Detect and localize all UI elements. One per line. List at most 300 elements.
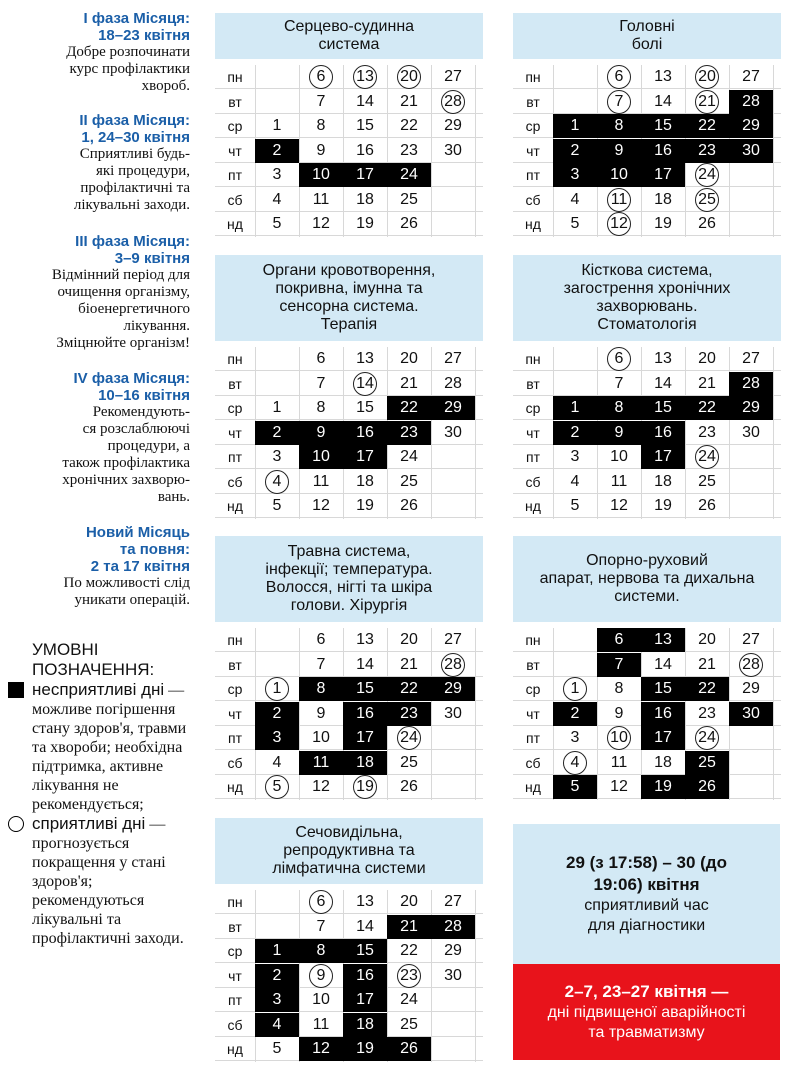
calendar-day xyxy=(641,90,685,114)
calendar-row xyxy=(215,445,483,469)
calendar-day-number: 4 xyxy=(272,1015,282,1033)
calendar-day-number: 23 xyxy=(698,141,716,159)
calendar-day xyxy=(597,677,641,701)
phase-2 xyxy=(0,112,200,214)
day-label: вт xyxy=(228,656,242,673)
calendar-day-number: 19 xyxy=(356,215,374,232)
calendar-day xyxy=(299,163,343,187)
calendar-day xyxy=(343,988,387,1012)
calendar-row xyxy=(513,726,781,750)
calendar-day xyxy=(255,445,299,469)
calendar-row xyxy=(215,751,483,775)
calendar-day-number: 20 xyxy=(400,893,418,910)
calendar-day-number: 1 xyxy=(570,399,580,416)
calendar-day xyxy=(729,372,773,396)
calendar-day xyxy=(729,628,773,652)
calendar-day xyxy=(641,212,685,236)
calendar-day-number: 16 xyxy=(356,966,374,984)
panel-title-line: Органи кровотворення, xyxy=(262,262,436,279)
calendar-day xyxy=(685,188,729,212)
calendar-day xyxy=(431,65,475,89)
calendar-day-number: 17 xyxy=(356,166,374,183)
calendar-day-number: 7 xyxy=(316,374,326,392)
danger-subtitle: дні підвищеної аварійності та травматизму xyxy=(547,1004,746,1041)
calendar-day-number: 27 xyxy=(444,631,462,648)
panel-title-line: репродуктивна та xyxy=(283,842,415,859)
day-label: чт xyxy=(228,967,242,984)
calendar-day-number: 20 xyxy=(698,631,716,648)
calendar-day xyxy=(431,90,475,114)
calendar-day-number: 5 xyxy=(265,775,289,799)
day-label: ср xyxy=(525,400,541,416)
calendar-day xyxy=(343,421,387,445)
panel-title-line: голови. Хірургія xyxy=(290,597,408,614)
calendar-day-number: 25 xyxy=(400,1015,418,1033)
day-label: пн xyxy=(227,351,243,367)
calendar-day xyxy=(597,188,641,212)
calendar-day xyxy=(553,396,597,420)
calendar-day xyxy=(729,702,773,726)
calendar-day-number: 20 xyxy=(400,350,418,367)
calendar-day xyxy=(255,139,299,163)
calendar-day-number: 9 xyxy=(614,141,624,159)
calendar-day-number: 14 xyxy=(654,92,672,110)
calendar-grid xyxy=(215,890,483,1062)
phase-2-desc: Сприятливі будь- які процедури, профілактичні та лікувальні заходи. xyxy=(73,146,190,213)
phase-5 xyxy=(0,524,200,609)
calendar-day xyxy=(299,114,343,138)
calendar-day xyxy=(641,65,685,89)
panel-urinary xyxy=(215,818,483,1063)
day-label: чт xyxy=(526,705,540,722)
calendar-row xyxy=(215,702,483,726)
calendar-day xyxy=(387,939,431,963)
calendar-day xyxy=(553,421,597,445)
calendar-day xyxy=(387,372,431,396)
calendar-day xyxy=(431,421,475,445)
calendar-day xyxy=(685,494,729,518)
calendar-day xyxy=(343,775,387,799)
danger-box xyxy=(513,964,780,1060)
calendar-day xyxy=(255,396,299,420)
panel-title xyxy=(215,818,483,884)
day-label: пн xyxy=(525,632,541,648)
calendar-day-number: 17 xyxy=(654,729,672,746)
calendar-day xyxy=(597,726,641,750)
phase-1-title: I фаза Місяця: 18–23 квітня xyxy=(83,10,190,44)
calendar-row xyxy=(513,677,781,701)
day-label: нд xyxy=(525,498,541,514)
calendar-day xyxy=(431,915,475,939)
calendar-day xyxy=(387,702,431,726)
calendar-day-number: 30 xyxy=(444,423,462,441)
calendar-day-number: 24 xyxy=(400,991,418,1008)
calendar-day xyxy=(431,396,475,420)
calendar-grid xyxy=(513,628,781,800)
calendar-day-number: 11 xyxy=(312,472,330,490)
black-square-icon xyxy=(8,682,24,698)
calendar-day-number: 29 xyxy=(444,680,462,697)
calendar-day xyxy=(387,421,431,445)
calendar-day xyxy=(387,677,431,701)
calendar-day xyxy=(685,702,729,726)
calendar-row xyxy=(513,751,781,775)
calendar-day xyxy=(431,372,475,396)
calendar-day xyxy=(431,628,475,652)
calendar-day xyxy=(641,751,685,775)
calendar-day xyxy=(299,653,343,677)
calendar-day xyxy=(343,212,387,236)
calendar-day xyxy=(299,726,343,750)
calendar-day-number: 22 xyxy=(400,117,418,134)
calendar-day-number: 3 xyxy=(570,448,580,465)
calendar-day-number: 21 xyxy=(400,917,418,935)
calendar-day xyxy=(387,347,431,371)
day-label: ср xyxy=(227,681,243,697)
calendar-day-number: 29 xyxy=(444,399,462,416)
panel-title xyxy=(215,536,483,622)
calendar-day xyxy=(387,653,431,677)
day-label: вт xyxy=(228,918,242,935)
calendar-day-number: 30 xyxy=(444,141,462,159)
calendar-day-number: 26 xyxy=(400,497,418,514)
legend-favorable-term: сприятливі дні xyxy=(32,814,146,833)
calendar-day xyxy=(255,163,299,187)
calendar-day-number: 19 xyxy=(356,1040,374,1057)
calendar-day xyxy=(685,372,729,396)
calendar-day xyxy=(255,751,299,775)
calendar-row xyxy=(513,163,781,187)
calendar-day-number: 27 xyxy=(742,68,760,85)
calendar-day-number: 13 xyxy=(356,631,374,648)
calendar-row xyxy=(513,421,781,445)
calendar-day-number: 9 xyxy=(316,423,326,441)
legend xyxy=(4,640,196,948)
calendar-row xyxy=(513,494,781,518)
calendar-day xyxy=(387,163,431,187)
calendar-day-number: 25 xyxy=(698,472,716,490)
phase-4 xyxy=(0,370,200,506)
calendar-day xyxy=(343,494,387,518)
calendar-day xyxy=(299,677,343,701)
day-label: пн xyxy=(227,894,243,910)
calendar-day-number: 24 xyxy=(400,166,418,183)
calendar-day xyxy=(387,751,431,775)
phase-3-desc: Відмінний період для очищення організму, біоенергетичного лікування. Зміцнюйте організм! xyxy=(51,267,190,351)
calendar-day-number: 26 xyxy=(698,215,716,232)
calendar-day xyxy=(299,445,343,469)
calendar-day xyxy=(387,494,431,518)
calendar-day xyxy=(431,702,475,726)
phase-1-desc: Добре розпочинати курс профілактики хвороб. xyxy=(66,44,190,94)
calendar-day-number: 29 xyxy=(742,117,760,134)
calendar-day-number: 12 xyxy=(312,497,330,514)
day-label: ср xyxy=(525,118,541,134)
calendar-day xyxy=(597,90,641,114)
calendar-day-number: 14 xyxy=(356,917,374,935)
calendar-day-number: 29 xyxy=(742,680,760,697)
calendar-day-number: 14 xyxy=(353,372,377,396)
calendar-day xyxy=(729,114,773,138)
calendar-row xyxy=(513,445,781,469)
calendar-day-number: 30 xyxy=(444,704,462,722)
calendar-day-number: 22 xyxy=(400,680,418,697)
calendar-day xyxy=(387,1037,431,1061)
calendar-day xyxy=(641,470,685,494)
day-label: сб xyxy=(227,191,243,208)
calendar-row xyxy=(215,1013,483,1037)
calendar-day-number: 23 xyxy=(400,423,418,441)
calendar-row xyxy=(215,163,483,187)
calendar-day-number: 6 xyxy=(607,65,631,89)
calendar-day-number: 13 xyxy=(654,68,672,85)
calendar-day xyxy=(431,347,475,371)
legend-unfavorable-desc: — можливе погіршення стану здоров'я, травми та хвороби; необхідна підтримка, активне лікування не рекомендується; xyxy=(32,682,187,813)
calendar-day xyxy=(387,890,431,914)
calendar-day-number: 23 xyxy=(698,423,716,441)
calendar-day-number: 18 xyxy=(356,753,374,771)
calendar-day-number: 6 xyxy=(607,347,631,371)
panel-title-line: болі xyxy=(631,36,663,53)
calendar-day xyxy=(685,114,729,138)
calendar-row xyxy=(215,396,483,420)
calendar-day xyxy=(299,964,343,988)
panel-title-line: Сечовидільна, xyxy=(295,824,403,841)
calendar-day-number: 28 xyxy=(441,653,465,677)
calendar-day-number: 17 xyxy=(356,729,374,746)
calendar-day-number: 2 xyxy=(272,423,282,441)
calendar-grid xyxy=(215,65,483,237)
calendar-day xyxy=(685,653,729,677)
calendar-day xyxy=(685,90,729,114)
calendar-day-number: 5 xyxy=(272,497,282,514)
calendar-day-number: 8 xyxy=(614,117,624,134)
calendar-day xyxy=(299,751,343,775)
calendar-day-number: 6 xyxy=(316,631,326,648)
panel-title-line: апарат, нервова та дихальна xyxy=(539,570,755,587)
panel-title-line: загострення хронічних xyxy=(563,280,731,297)
calendar-day-number: 11 xyxy=(610,472,628,490)
calendar-day-number: 7 xyxy=(614,655,624,673)
calendar-row xyxy=(513,396,781,420)
calendar-day xyxy=(685,421,729,445)
calendar-day xyxy=(641,347,685,371)
day-label: вт xyxy=(526,375,540,392)
calendar-day-number: 9 xyxy=(614,423,624,441)
panel-title-line: Волосся, нігті та шкіра xyxy=(265,579,433,596)
calendar-grid xyxy=(513,347,781,519)
calendar-day xyxy=(343,163,387,187)
calendar-day xyxy=(431,114,475,138)
calendar-row xyxy=(215,139,483,163)
calendar-day xyxy=(387,915,431,939)
calendar-row xyxy=(215,939,483,963)
calendar-row xyxy=(513,188,781,212)
calendar-day-number: 28 xyxy=(441,90,465,114)
panel-title-line: Терапія xyxy=(320,316,378,333)
calendar-day-number: 8 xyxy=(316,399,326,416)
phase-4-desc: Рекомендують- ся розслаблюючі процедури, а також профілактика хронічних захворю- вань. xyxy=(62,404,190,505)
calendar-row xyxy=(513,90,781,114)
calendar-day-number: 16 xyxy=(356,704,374,722)
calendar-day xyxy=(597,65,641,89)
calendar-day-number: 6 xyxy=(309,65,333,89)
calendar-day xyxy=(255,677,299,701)
calendar-day-number: 29 xyxy=(444,942,462,959)
calendar-day xyxy=(255,212,299,236)
day-label: пт xyxy=(526,167,540,183)
calendar-day-number: 12 xyxy=(610,778,628,795)
calendar-day xyxy=(553,726,597,750)
calendar-day-number: 4 xyxy=(570,472,580,490)
calendar-day-number: 21 xyxy=(698,374,716,392)
calendar-day-number: 20 xyxy=(397,65,421,89)
calendar-day xyxy=(343,964,387,988)
calendar-day-number: 12 xyxy=(607,212,631,236)
calendar-day-number: 2 xyxy=(570,704,580,722)
calendar-day xyxy=(343,114,387,138)
calendar-row xyxy=(215,915,483,939)
calendar-day-number: 7 xyxy=(607,90,631,114)
panel-title-line: система xyxy=(318,36,380,53)
calendar-day xyxy=(299,470,343,494)
calendar-day-number: 21 xyxy=(698,655,716,673)
calendar-day xyxy=(343,939,387,963)
calendar-day xyxy=(387,139,431,163)
panel-title-line: інфекції; температура. xyxy=(265,561,433,578)
calendar-day-number: 15 xyxy=(356,399,374,416)
day-label: пн xyxy=(525,69,541,85)
calendar-row xyxy=(215,494,483,518)
legend-favorable xyxy=(4,814,196,948)
calendar-day xyxy=(299,1037,343,1061)
day-label: нд xyxy=(227,779,243,795)
calendar-day xyxy=(553,751,597,775)
panel-title xyxy=(513,536,781,622)
calendar-day-number: 21 xyxy=(400,655,418,673)
calendar-row xyxy=(215,188,483,212)
calendar-day-number: 3 xyxy=(570,729,580,746)
calendar-day xyxy=(553,445,597,469)
calendar-day xyxy=(299,421,343,445)
panel-title-line: Опорно-руховий xyxy=(586,552,708,569)
calendar-day-number: 21 xyxy=(400,374,418,392)
calendar-row xyxy=(215,372,483,396)
panel-digestive xyxy=(215,536,483,801)
calendar-day xyxy=(299,1013,343,1037)
calendar-day-number: 29 xyxy=(742,399,760,416)
calendar-day xyxy=(553,702,597,726)
calendar-row xyxy=(513,372,781,396)
calendar-day xyxy=(685,628,729,652)
calendar-day-number: 30 xyxy=(742,141,760,159)
day-label: пн xyxy=(227,69,243,85)
calendar-day-number: 24 xyxy=(400,448,418,465)
calendar-day-number: 5 xyxy=(272,215,282,232)
day-label: пт xyxy=(228,449,242,465)
calendar-day xyxy=(299,347,343,371)
legend-unfavorable-term: несприятливі дні xyxy=(32,680,165,699)
calendar-day-number: 22 xyxy=(698,117,716,134)
calendar-day xyxy=(387,396,431,420)
diagnostics-subtitle: сприятливий час для діагностики xyxy=(584,897,709,934)
calendar-day xyxy=(597,421,641,445)
calendar-day-number: 6 xyxy=(316,350,326,367)
calendar-day xyxy=(255,939,299,963)
calendar-day xyxy=(641,396,685,420)
calendar-day-number: 28 xyxy=(444,374,462,392)
calendar-day-number: 20 xyxy=(698,350,716,367)
calendar-day-number: 11 xyxy=(312,1015,330,1033)
calendar-day xyxy=(387,188,431,212)
day-label: чт xyxy=(228,705,242,722)
calendar-day xyxy=(685,726,729,750)
calendar-day-number: 7 xyxy=(614,374,624,392)
calendar-day xyxy=(597,751,641,775)
calendar-day-number: 18 xyxy=(654,472,672,490)
calendar-day xyxy=(597,628,641,652)
calendar-row xyxy=(215,347,483,371)
calendar-day-number: 26 xyxy=(400,1040,418,1057)
panel-title-line: системи. xyxy=(614,588,680,605)
calendar-day-number: 27 xyxy=(742,350,760,367)
calendar-day xyxy=(299,915,343,939)
calendar-row xyxy=(215,775,483,799)
calendar-day-number: 19 xyxy=(356,497,374,514)
calendar-day xyxy=(387,114,431,138)
calendar-day xyxy=(641,677,685,701)
calendar-day xyxy=(343,372,387,396)
calendar-day xyxy=(553,494,597,518)
calendar-day-number: 4 xyxy=(563,751,587,775)
calendar-day-number: 18 xyxy=(356,472,374,490)
calendar-day xyxy=(641,163,685,187)
calendar-day-number: 4 xyxy=(570,190,580,208)
calendar-day xyxy=(343,653,387,677)
calendar-day-number: 15 xyxy=(654,117,672,134)
calendar-day xyxy=(387,90,431,114)
calendar-day-number: 26 xyxy=(400,215,418,232)
calendar-day xyxy=(729,90,773,114)
calendar-day xyxy=(299,90,343,114)
calendar-day xyxy=(343,65,387,89)
calendar-day xyxy=(255,1037,299,1061)
panel-title-line: Кісткова система, xyxy=(581,262,713,279)
calendar-day-number: 9 xyxy=(309,964,333,988)
calendar-day-number: 24 xyxy=(397,726,421,750)
panel-title xyxy=(215,255,483,341)
calendar-day-number: 26 xyxy=(400,778,418,795)
calendar-day xyxy=(255,470,299,494)
calendar-day-number: 2 xyxy=(570,423,580,441)
calendar-day-number: 9 xyxy=(614,704,624,722)
day-label: чт xyxy=(228,142,242,159)
calendar-day xyxy=(387,65,431,89)
calendar-row xyxy=(513,702,781,726)
calendar-day-number: 27 xyxy=(444,68,462,85)
calendar-day-number: 6 xyxy=(614,631,624,648)
calendar-day xyxy=(597,775,641,799)
phase-5-title: Новий Місяць та повня: 2 та 17 квітня xyxy=(85,524,190,575)
calendar-row xyxy=(215,964,483,988)
calendar-day xyxy=(597,470,641,494)
calendar-row xyxy=(513,114,781,138)
calendar-day-number: 8 xyxy=(614,680,624,697)
calendar-day xyxy=(597,396,641,420)
calendar-day xyxy=(343,188,387,212)
calendar-day xyxy=(431,677,475,701)
panel-title-line: сенсорна система. xyxy=(279,298,419,315)
